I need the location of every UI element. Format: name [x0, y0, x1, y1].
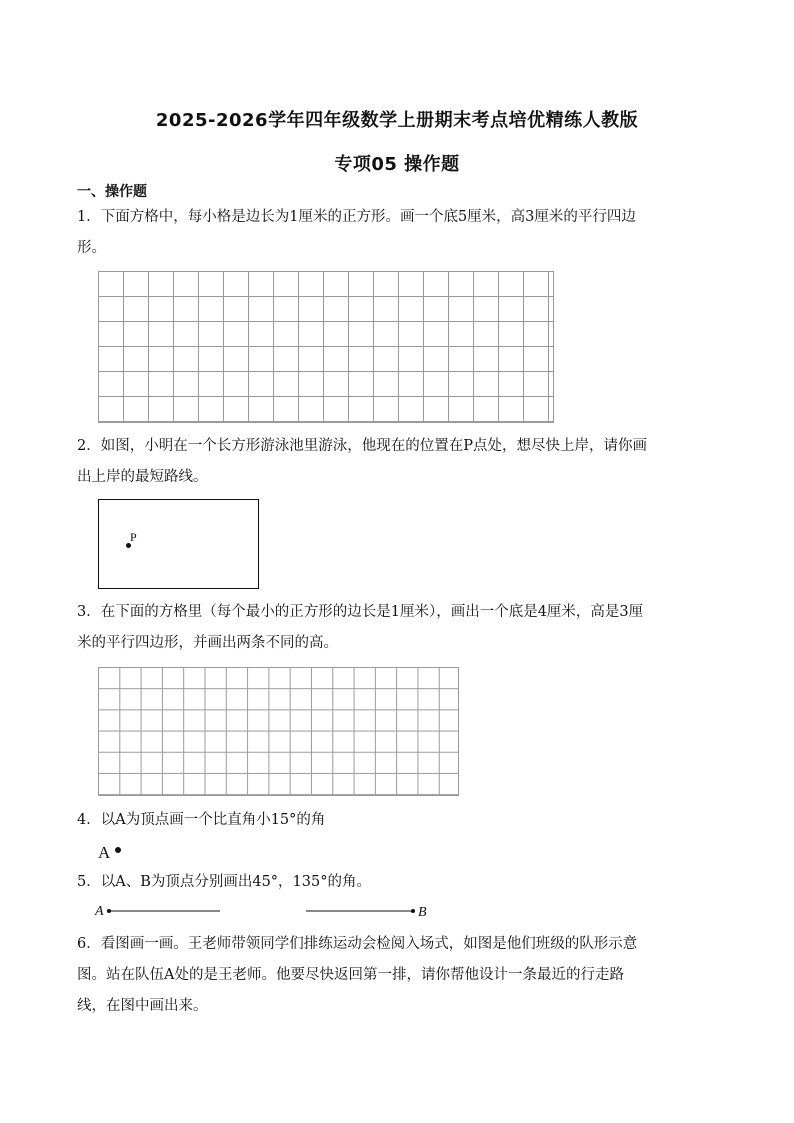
question-1-line-1: 1．下面方格中，每小格是边长为1厘米的正方形。画一个底5厘米，高3厘米的平行四边 — [77, 209, 636, 225]
question-2-line-1: 2．如图，小明在一个长方形游泳池里游泳，他现在的位置在P点处，想尽快上岸，请你画 — [77, 438, 647, 454]
document-subtitle: 专项05 操作题 — [334, 154, 460, 175]
question-6-line-1: 6．看图画一画。王老师带领同学们排练运动会检阅入场式，如图是他们班级的队形示意 — [77, 936, 638, 952]
question-6-line-3: 线，在图中画出来。 — [77, 998, 208, 1014]
question-2-line-2: 出上岸的最短路线。 — [77, 469, 208, 485]
swimming-pool-rectangle[interactable] — [98, 499, 259, 589]
question-5-rays — [100, 904, 430, 918]
section-heading: 一、操作题 — [77, 184, 147, 200]
question-4-line-1: 4．以A为顶点画一个比直角小15°的角 — [77, 812, 326, 828]
question-5-line-1: 5．以A、B为顶点分别画出45°，135°的角。 — [77, 874, 371, 890]
question-1-line-2: 形。 — [77, 240, 106, 256]
question-1-square-grid[interactable] — [98, 271, 554, 423]
question-3-line-2: 米的平行四边形，并画出两条不同的高。 — [77, 635, 338, 651]
document-title: 2025-2026学年四年级数学上册期末考点培优精练人教版 — [155, 110, 639, 131]
point-b-dot — [411, 909, 415, 913]
vertex-a-label: A — [98, 843, 111, 862]
point-p-label: P — [130, 530, 137, 544]
question-6-line-2: 图。站在队伍A处的是王老师。他要尽快返回第一排，请你帮他设计一条最近的行走路 — [77, 967, 624, 983]
point-a-label: A — [95, 904, 104, 919]
vertex-a-point — [115, 847, 121, 853]
question-3-square-grid[interactable] — [98, 667, 459, 796]
point-b-label: B — [418, 905, 427, 920]
question-3-line-1: 3．在下面的方格里（每个最小的正方形的边长是1厘米），画出一个底是4厘米，高是3厘 — [77, 604, 644, 620]
